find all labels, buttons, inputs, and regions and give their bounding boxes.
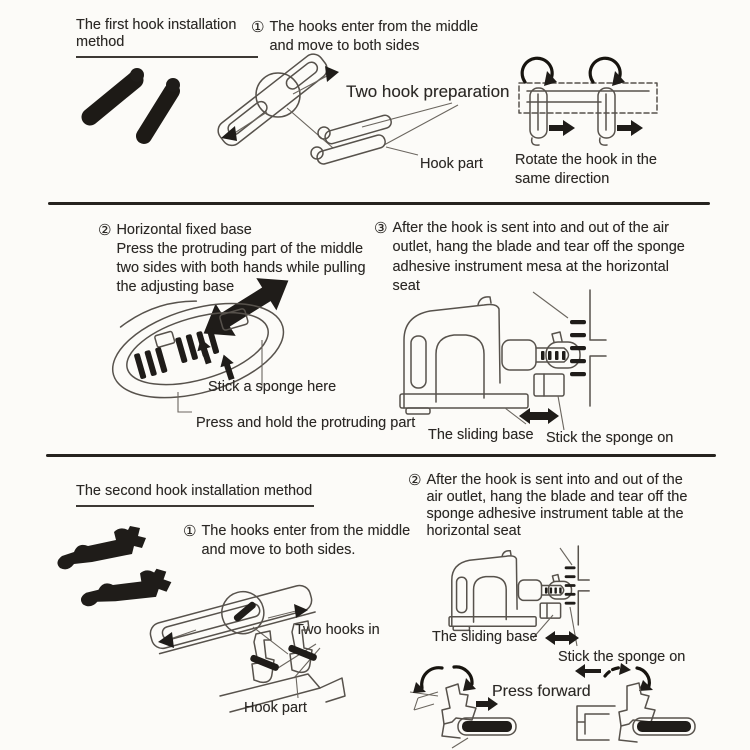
press-forward-label: Press forward <box>492 683 591 700</box>
stick-sponge-on-label: Stick the sponge on <box>558 649 686 665</box>
arrow-right-icon <box>617 120 643 136</box>
stick-sponge-on-label: Stick the sponge on <box>546 430 674 446</box>
arrow-left-icon <box>575 664 601 678</box>
rotate-hooks-illustration <box>505 58 675 158</box>
black-hooks-illustration <box>80 62 185 142</box>
step-number: ② <box>408 472 422 489</box>
arrow-left-icon <box>170 630 196 639</box>
rotate-direction-label: Rotate the hook in the same direction <box>515 152 657 188</box>
double-arrow-icon <box>545 630 579 646</box>
step-number: ② <box>98 222 112 239</box>
section3-step1 <box>183 522 428 560</box>
press-forward-right-illustration <box>575 662 723 750</box>
sliding-base-label: The sliding base <box>432 629 538 645</box>
step-text: Press the protruding part of the middle two sides with both hands while pulling the adjusting base <box>116 241 366 296</box>
hook-part-label: Hook part <box>244 700 307 716</box>
holder-device-illustration <box>394 290 609 445</box>
section3-heading: The second hook installation method <box>76 483 314 507</box>
section2-step3 <box>374 219 704 297</box>
rotate-arrow-icon <box>422 668 442 688</box>
step-number: ③ <box>374 220 388 237</box>
step-number: ① <box>183 523 197 540</box>
sliding-base-label: The sliding base <box>428 427 534 443</box>
step-text: The hooks enter from the middle and move to both sides. <box>201 523 411 559</box>
section3-step2 <box>408 472 713 540</box>
section1-heading: The first hook installation method <box>76 17 258 58</box>
two-hook-preparation-label: Two hook preparation <box>346 82 510 101</box>
arrow-down-left-icon <box>233 112 267 134</box>
step-text: The hooks enter from the middle and move to both sides <box>269 19 479 55</box>
arrow-right-icon <box>549 120 575 136</box>
press-hold-label: Press and hold the protruding part <box>196 415 416 431</box>
step-text: After the hook is sent into and out of the air outlet, hang the blade and tear off the sponge adhesive instrument mesa at the horizontal seat <box>392 220 685 295</box>
double-arrow-icon <box>519 407 559 425</box>
press-forward-left-illustration <box>408 662 526 750</box>
step-title: Horizontal fixed base <box>116 222 252 238</box>
step-text: After the hook is sent into and out of the air outlet, hang the blade and tear off the sponge adhesive instrument table at the horizontal seat <box>426 472 688 539</box>
arrow-right-icon <box>476 697 498 711</box>
two-hooks-in-label: Two hooks in <box>295 622 380 638</box>
divider <box>48 202 710 205</box>
stick-sponge-here-label: Stick a sponge here <box>208 379 337 395</box>
divider <box>46 454 716 457</box>
adjusting-base-illustration <box>90 288 320 420</box>
rotate-arrow-icon <box>454 667 472 684</box>
hook-part-label: Hook part <box>420 156 483 172</box>
step-number: ① <box>251 19 265 36</box>
